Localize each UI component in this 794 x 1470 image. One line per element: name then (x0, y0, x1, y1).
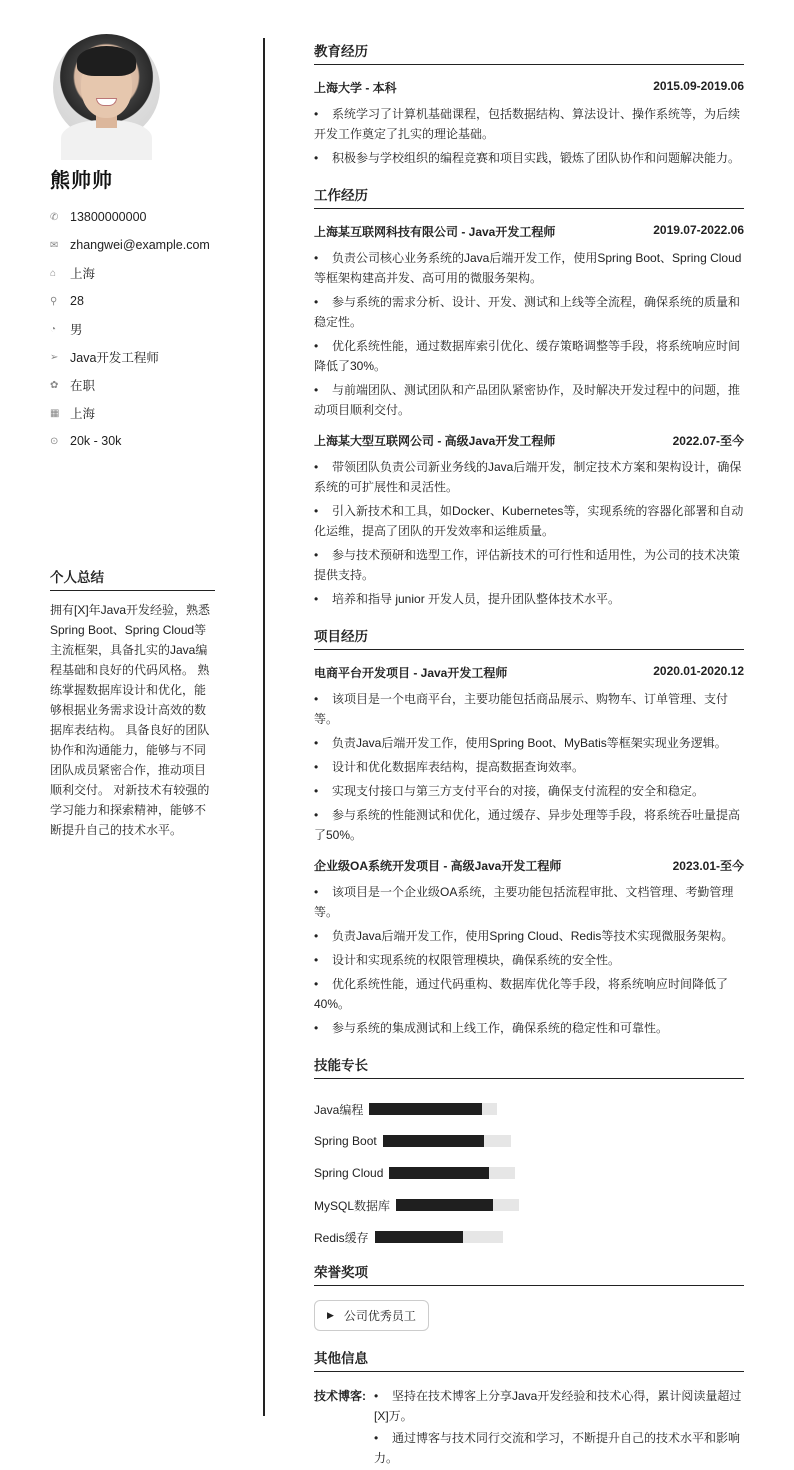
contact-row (50, 343, 210, 371)
work-title: 工作经历 (314, 184, 744, 209)
bullet-text: 参与系统的需求分析、设计、开发、测试和上线等全流程，确保系统的质量和稳定性。 (314, 295, 741, 329)
summary-text: 拥有[X]年Java开发经验，熟悉Spring Boot、Spring Cloud等主流框架，具备扎实的Java编程基础和良好的代码风格。 熟练掌握数据库设计和优化，能够根据业务需求设计高效的数据库表结构。 具备良好的团队协作和沟通能力，能够与不同团队成员紧密合作，推动项目顺利交付。 对新技术有较强的学习能力和探索精神，能够不断提升自己的技术水平。 (50, 603, 211, 837)
bullet-item (314, 501, 744, 541)
contact-text: Java开发工程师 (70, 351, 159, 365)
home-icon: ⌂ (50, 267, 57, 279)
bullet-item (314, 781, 744, 801)
contact-text: 20k - 30k (70, 434, 122, 448)
main-content (314, 40, 744, 1470)
contact-row (50, 427, 210, 455)
bullet-text: 设计和实现系统的权限管理模块，确保系统的安全性。 (332, 953, 621, 967)
skill-name: Redis缓存 (314, 1230, 369, 1245)
contact-row (50, 399, 210, 427)
contact-row (50, 203, 210, 231)
bullet-item (314, 589, 744, 609)
bullet-item (314, 336, 744, 376)
entry-name: 上海大学 - 本科 (314, 81, 397, 95)
projects-entry (314, 664, 744, 845)
bullet-item (314, 926, 744, 946)
other-title: 其他信息 (314, 1347, 744, 1372)
bullet-item (314, 733, 744, 753)
bullet-text: 参与技术预研和选型工作，评估新技术的可行性和适用性，为公司的技术决策提供支持。 (314, 548, 741, 582)
contact-row (50, 315, 210, 343)
contact-text: zhangwei@example.com (70, 238, 210, 252)
sidebar (0, 0, 264, 1454)
gender-icon: ◔ (50, 323, 57, 335)
skill-bar-fill (389, 1167, 489, 1179)
send-icon: ➢ (50, 351, 59, 363)
bullet-item (314, 882, 744, 922)
skill-bar-fill (383, 1135, 484, 1147)
bullet-text: 坚持在技术博客上分享Java开发经验和技术心得，累计阅读量超过[X]万。 (374, 1389, 742, 1423)
other-label: 技术博客: (314, 1389, 366, 1403)
entry-date: 2015.09-2019.06 (653, 79, 744, 93)
skill-name: Spring Cloud (314, 1166, 384, 1180)
contact-info-list (50, 203, 210, 455)
entry-name: 电商平台开发项目 - Java开发工程师 (314, 666, 508, 680)
bullet-text: 参与系统的性能测试和优化，通过缓存、异步处理等手段，将系统吞吐量提高了50%。 (314, 808, 741, 842)
contact-text: 在职 (70, 379, 96, 393)
avatar (53, 34, 160, 141)
skill-bar (375, 1231, 503, 1243)
skill-name: Spring Boot (314, 1134, 377, 1148)
bullet-item (314, 974, 744, 1014)
contact-row (50, 371, 210, 399)
skill-bar (396, 1199, 519, 1211)
bullet-item (314, 1018, 744, 1038)
bullet-item (314, 950, 744, 970)
bullet-item (314, 545, 744, 585)
work-entry (314, 432, 744, 609)
skill-item (314, 1221, 535, 1253)
education-entry (314, 79, 744, 168)
bullet-item (314, 292, 744, 332)
bullet-item (314, 457, 744, 497)
bullet-item (314, 757, 744, 777)
work-entry (314, 223, 744, 420)
bullet-text: 通过博客与技术同行交流和学习，不断提升自己的技术水平和影响力。 (374, 1431, 741, 1465)
skills-section (314, 1054, 744, 1253)
skills-title: 技能专长 (314, 1054, 744, 1079)
award-text: 公司优秀员工 (343, 1309, 416, 1323)
contact-text: 28 (70, 294, 84, 308)
contact-text: 男 (70, 323, 83, 337)
entry-header (314, 223, 744, 240)
work-section (314, 184, 744, 609)
bullet-text: 该项目是一个电商平台，主要功能包括商品展示、购物车、订单管理、支付等。 (314, 692, 729, 726)
skill-item (314, 1125, 535, 1157)
play-icon: ▶ (327, 1310, 334, 1320)
bullet-text: 设计和优化数据库表结构，提高数据查询效率。 (332, 760, 585, 774)
age-icon: ⚲ (50, 295, 58, 307)
entry-name: 上海某大型互联网公司 - 高级Java开发工程师 (314, 434, 556, 448)
education-section (314, 40, 744, 168)
skill-bar (369, 1103, 497, 1115)
bullet-text: 负责公司核心业务系统的Java后端开发工作，使用Spring Boot、Spring Cloud等框架构建高并发、高可用的微服务架构。 (314, 251, 742, 285)
bullet-text: 积极参与学校组织的编程竞赛和项目实践，锻炼了团队协作和问题解决能力。 (332, 151, 741, 165)
contact-text: 上海 (70, 267, 96, 281)
bullet-item (314, 104, 744, 144)
entry-header (314, 857, 744, 874)
projects-title: 项目经历 (314, 625, 744, 650)
salary-icon: ⊙ (50, 435, 59, 447)
awards-title: 荣誉奖项 (314, 1261, 744, 1286)
bullet-text: 优化系统性能，通过代码重构、数据库优化等手段，将系统响应时间降低了40%。 (314, 977, 729, 1011)
contact-text: 上海 (70, 407, 96, 421)
contact-row (50, 259, 210, 287)
skill-bar (389, 1167, 515, 1179)
entry-header (314, 664, 744, 681)
profile-name: 熊帅帅 (50, 170, 113, 192)
skills-grid (314, 1093, 744, 1253)
bullet-item (314, 380, 744, 420)
bullet-item (374, 1428, 744, 1468)
entry-date: 2022.07-至今 (672, 434, 744, 448)
other-bullets (374, 1386, 744, 1470)
other-row (314, 1386, 744, 1470)
bullet-text: 优化系统性能，通过数据库索引优化、缓存策略调整等手段，将系统响应时间降低了30%。 (314, 339, 741, 373)
mail-icon: ✉ (50, 239, 59, 251)
skill-name: Java编程 (314, 1102, 364, 1117)
bullet-item (314, 148, 744, 168)
bullet-item (314, 689, 744, 729)
award-item[interactable] (314, 1300, 429, 1331)
bullet-text: 实现支付接口与第三方支付平台的对接，确保支付流程的安全和稳定。 (332, 784, 705, 798)
entry-date: 2019.07-2022.06 (653, 223, 744, 237)
status-icon: ✿ (50, 379, 59, 391)
contact-row (50, 287, 210, 315)
entry-date: 2020.01-2020.12 (653, 664, 744, 678)
bullet-item (314, 805, 744, 845)
entry-header (314, 79, 744, 96)
bullet-text: 培养和指导 junior 开发人员，提升团队整体技术水平。 (332, 592, 621, 606)
skill-item (314, 1093, 535, 1125)
building-icon: ▦ (50, 407, 60, 419)
bullet-text: 负责Java后端开发工作，使用Spring Boot、MyBatis等框架实现业务逻辑。 (332, 736, 727, 750)
skill-item (314, 1157, 535, 1189)
skill-name: MySQL数据库 (314, 1198, 391, 1213)
entry-date: 2023.01-至今 (672, 859, 744, 873)
bullet-text: 负责Java后端开发工作，使用Spring Cloud、Redis等技术实现微服务架构。 (332, 929, 734, 943)
summary-title: 个人总结 (50, 566, 215, 591)
skill-bar-fill (396, 1199, 493, 1211)
phone-icon: ✆ (50, 211, 59, 223)
bullet-text: 引入新技术和工具，如Docker、Kubernetes等，实现系统的容器化部署和自动化运维，提高了团队的开发效率和运维质量。 (314, 504, 744, 538)
entry-name: 企业级OA系统开发项目 - 高级Java开发工程师 (314, 859, 562, 873)
entry-header (314, 432, 744, 449)
entry-name: 上海某互联网科技有限公司 - Java开发工程师 (314, 225, 556, 239)
bullet-text: 带领团队负责公司新业务线的Java后端开发，制定技术方案和架构设计，确保系统的可扩展性和灵活性。 (314, 460, 742, 494)
bullet-text: 与前端团队、测试团队和产品团队紧密协作，及时解决开发过程中的问题，推动项目顺利交付。 (314, 383, 741, 417)
awards-section (314, 1261, 744, 1331)
other-section (314, 1347, 744, 1470)
bullet-text: 该项目是一个企业级OA系统，主要功能包括流程审批、文档管理、考勤管理等。 (314, 885, 734, 919)
bullet-item (374, 1386, 744, 1426)
contact-row (50, 231, 210, 259)
education-title: 教育经历 (314, 40, 744, 65)
skill-bar-fill (369, 1103, 482, 1115)
skill-item (314, 1189, 535, 1221)
bullet-text: 系统学习了计算机基础课程，包括数据结构、算法设计、操作系统等，为后续开发工作奠定了扎实的理论基础。 (314, 107, 741, 141)
projects-entry (314, 857, 744, 1038)
contact-text: 13800000000 (70, 210, 147, 224)
bullet-item (314, 248, 744, 288)
projects-section (314, 625, 744, 1038)
skill-bar (383, 1135, 511, 1147)
column-divider (263, 38, 265, 1416)
skill-bar-fill (375, 1231, 463, 1243)
bullet-text: 参与系统的集成测试和上线工作，确保系统的稳定性和可靠性。 (332, 1021, 669, 1035)
